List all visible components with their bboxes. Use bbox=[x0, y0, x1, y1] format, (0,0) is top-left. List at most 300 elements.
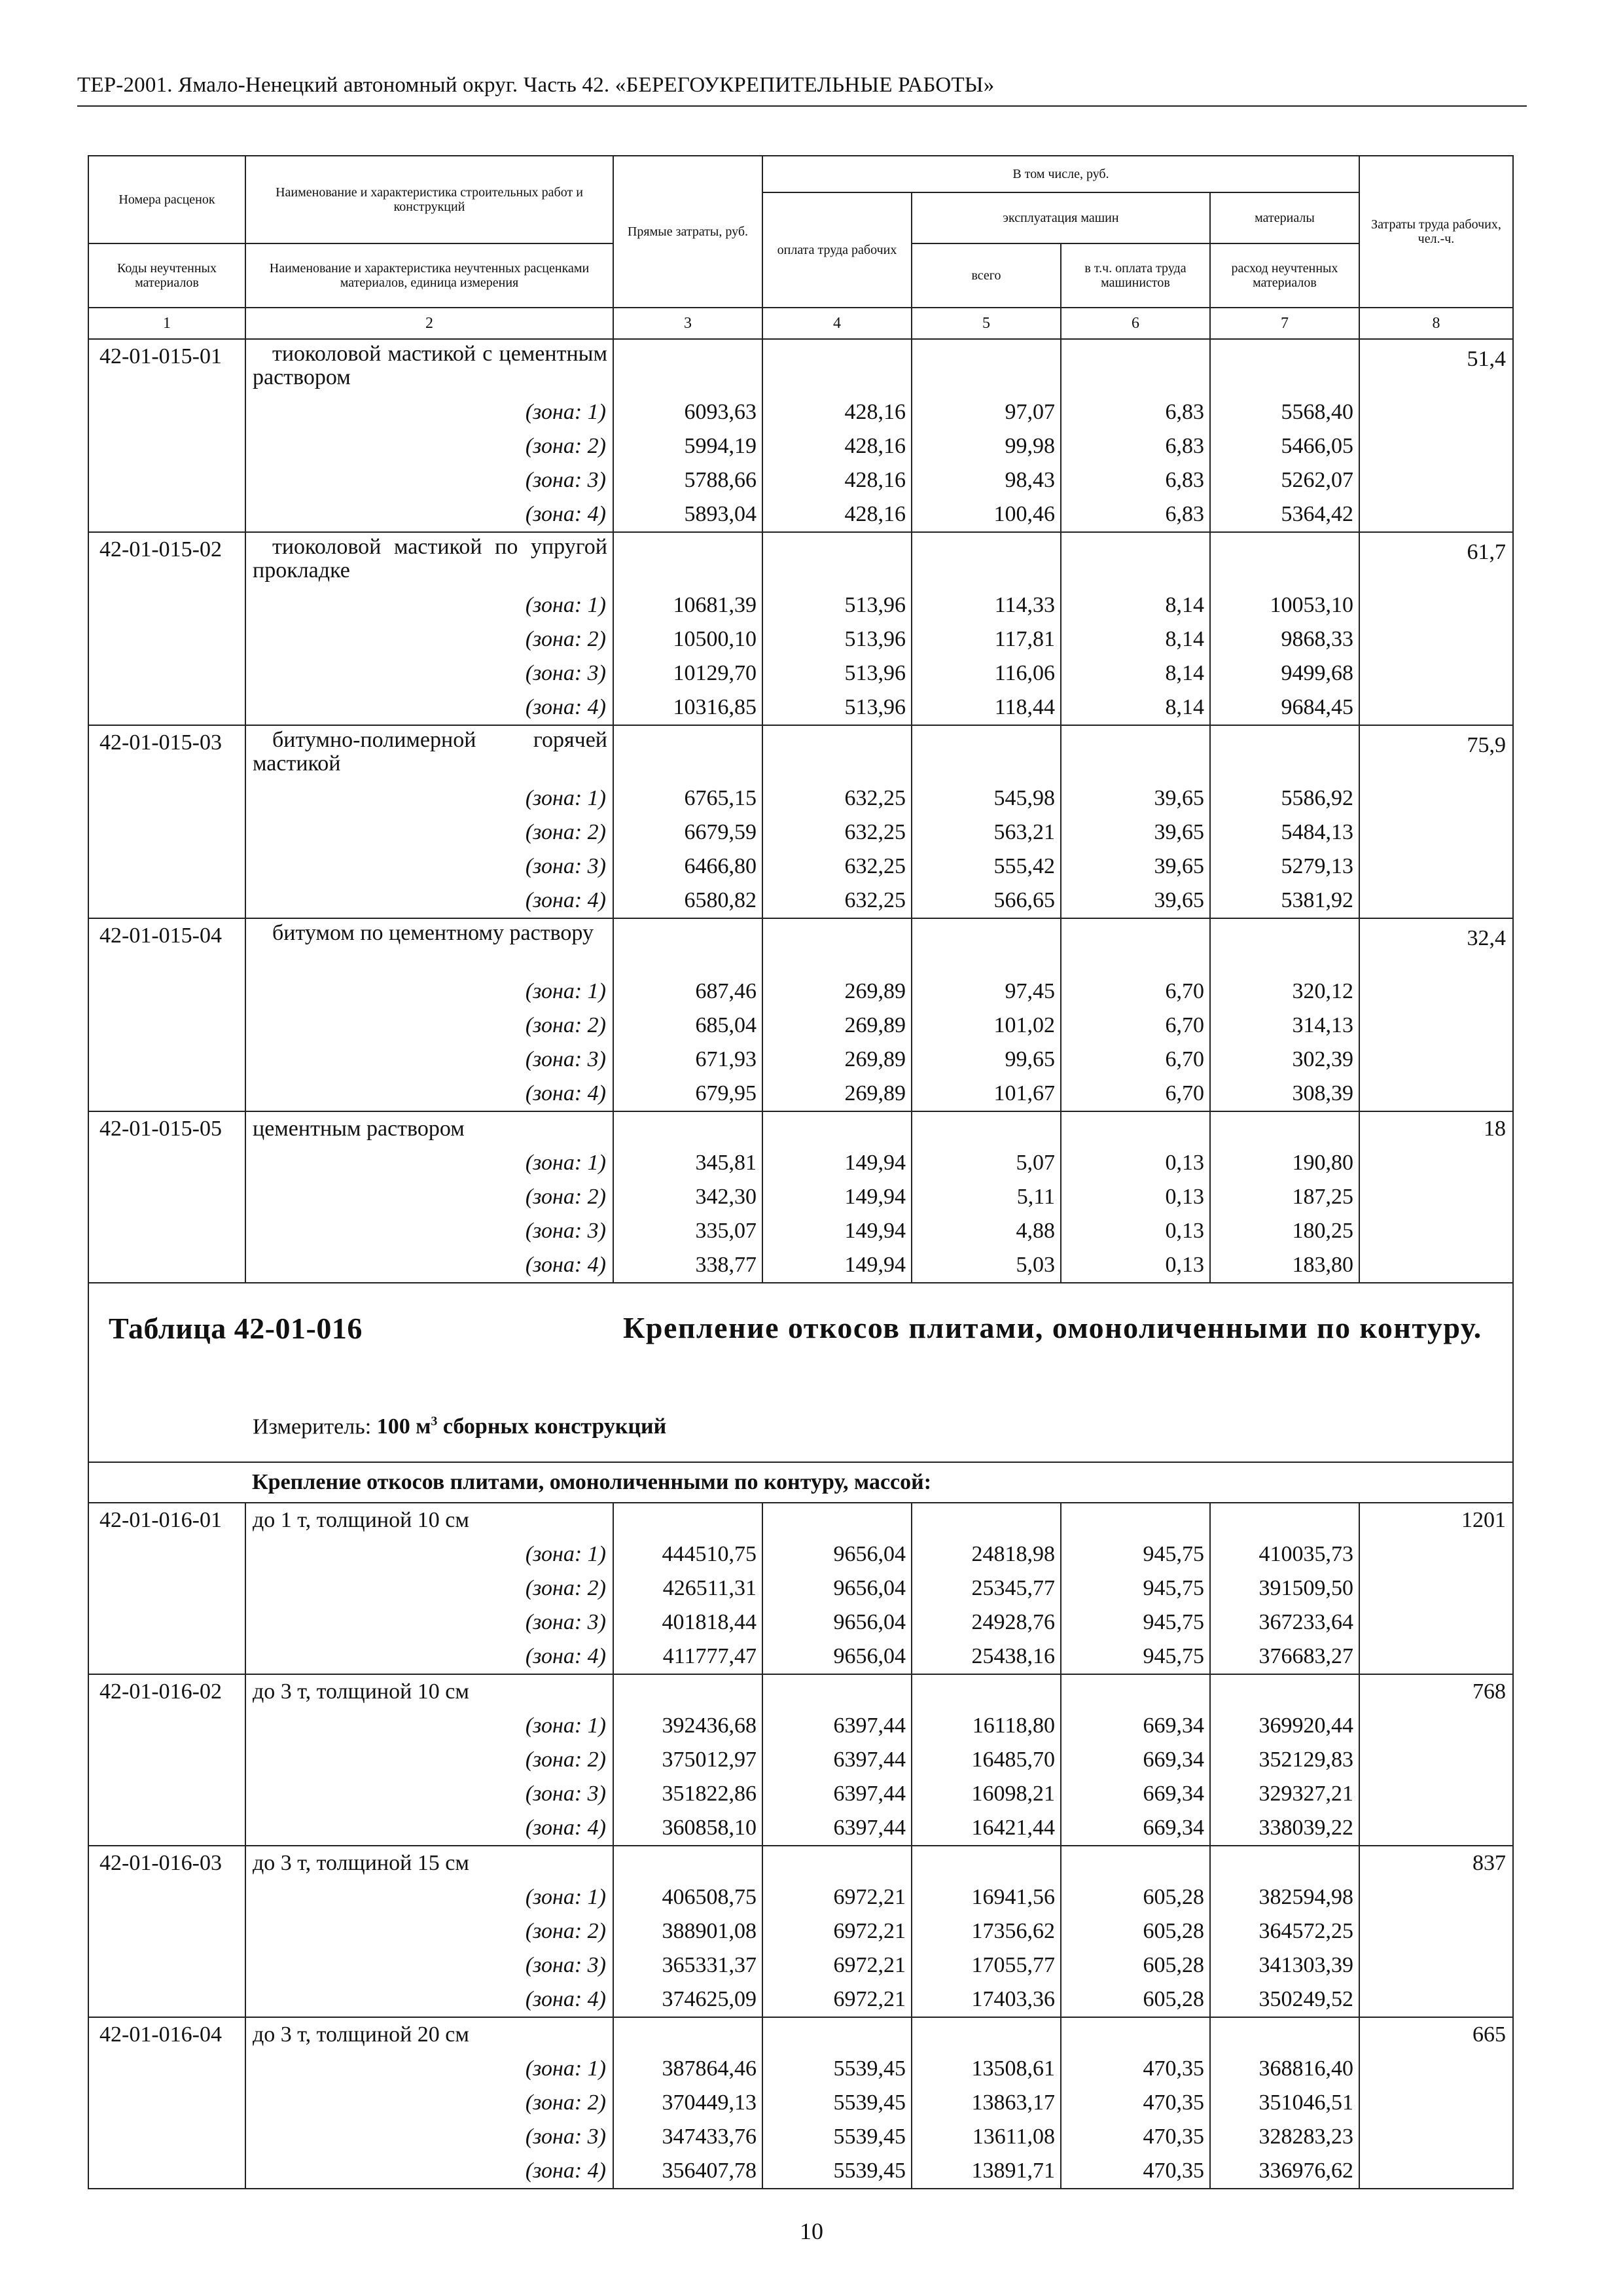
empty-cell bbox=[1359, 1077, 1513, 1111]
material-costs: 5279,13 bbox=[1210, 850, 1359, 884]
empty-cell bbox=[1061, 1503, 1210, 1537]
zone-label: (зона: 4) bbox=[245, 1640, 613, 1674]
empty-cell bbox=[1210, 2017, 1359, 2052]
zone-label: (зона: 4) bbox=[245, 1811, 613, 1846]
direct-costs: 365331,37 bbox=[613, 1948, 762, 1982]
empty-cell bbox=[88, 1214, 245, 1248]
empty-cell bbox=[912, 2017, 1061, 2052]
column-number: 2 bbox=[245, 308, 613, 339]
direct-costs: 687,46 bbox=[613, 975, 762, 1009]
section-subtitle-cell bbox=[245, 1462, 1513, 1503]
running-title: ТЕР-2001. Ямало-Ненецкий автономный округ. Часть 42. «БЕРЕГОУКРЕПИТЕЛЬНЫЕ РАБОТЫ» bbox=[77, 73, 995, 97]
machinist-wages: 6,70 bbox=[1061, 1009, 1210, 1043]
worker-wages: 5539,45 bbox=[762, 2052, 912, 2086]
machinist-wages: 8,14 bbox=[1061, 622, 1210, 656]
empty-cell bbox=[762, 339, 912, 395]
empty-cell bbox=[912, 1111, 1061, 1146]
materials-header: материалы bbox=[1210, 192, 1359, 243]
empty-cell bbox=[88, 1709, 245, 1743]
empty-cell bbox=[1359, 1811, 1513, 1846]
zone-label: (зона: 3) bbox=[245, 1214, 613, 1248]
material-costs: 5568,40 bbox=[1210, 395, 1359, 429]
machinist-wages: 470,35 bbox=[1061, 2120, 1210, 2154]
machinist-wages: 39,65 bbox=[1061, 884, 1210, 918]
worker-wages: 5539,45 bbox=[762, 2120, 912, 2154]
empty-cell bbox=[88, 1605, 245, 1640]
zone-row bbox=[88, 1709, 1513, 1743]
col6-header: в т.ч. оплата труда машинистов bbox=[1061, 243, 1210, 308]
empty-cell bbox=[1359, 691, 1513, 725]
machinist-wages: 6,70 bbox=[1061, 1043, 1210, 1077]
direct-costs: 5788,66 bbox=[613, 463, 762, 497]
empty-cell bbox=[88, 2086, 245, 2120]
column-number: 4 bbox=[762, 308, 912, 339]
machinist-wages: 6,70 bbox=[1061, 975, 1210, 1009]
empty-cell bbox=[1061, 1846, 1210, 1880]
zone-label: (зона: 1) bbox=[245, 1146, 613, 1180]
worker-wages: 6397,44 bbox=[762, 1743, 912, 1777]
worker-wages: 513,96 bbox=[762, 691, 912, 725]
material-costs: 183,80 bbox=[1210, 1248, 1359, 1283]
empty-cell bbox=[912, 725, 1061, 781]
empty-cell bbox=[1359, 1605, 1513, 1640]
empty-cell bbox=[1359, 1640, 1513, 1674]
empty-cell bbox=[88, 1146, 245, 1180]
direct-costs: 401818,44 bbox=[613, 1605, 762, 1640]
machine-costs: 99,98 bbox=[912, 429, 1061, 463]
material-costs: 5484,13 bbox=[1210, 816, 1359, 850]
zone-row bbox=[88, 395, 1513, 429]
zone-label: (зона: 3) bbox=[245, 850, 613, 884]
worker-wages: 513,96 bbox=[762, 656, 912, 691]
empty-cell bbox=[88, 2052, 245, 2086]
rate-code: 42-01-016-02 bbox=[88, 1674, 245, 1709]
direct-costs: 5994,19 bbox=[613, 429, 762, 463]
empty-cell bbox=[1210, 725, 1359, 781]
material-costs: 382594,98 bbox=[1210, 1880, 1359, 1914]
zone-label: (зона: 2) bbox=[245, 816, 613, 850]
machine-costs: 16098,21 bbox=[912, 1777, 1061, 1811]
work-name: тиоколовой мастикой с цементным раствором bbox=[245, 339, 613, 395]
worker-wages: 428,16 bbox=[762, 497, 912, 532]
empty-cell bbox=[1359, 1948, 1513, 1982]
empty-cell bbox=[1359, 622, 1513, 656]
direct-costs: 671,93 bbox=[613, 1043, 762, 1077]
machine-costs: 4,88 bbox=[912, 1214, 1061, 1248]
machine-costs: 114,33 bbox=[912, 588, 1061, 622]
worker-wages: 513,96 bbox=[762, 588, 912, 622]
machinist-wages: 6,83 bbox=[1061, 497, 1210, 532]
empty-cell bbox=[88, 975, 245, 1009]
material-costs: 364572,25 bbox=[1210, 1914, 1359, 1948]
empty-cell bbox=[88, 1009, 245, 1043]
empty-cell bbox=[1359, 1571, 1513, 1605]
machinist-wages: 39,65 bbox=[1061, 850, 1210, 884]
empty-cell bbox=[613, 1846, 762, 1880]
machinist-wages: 6,70 bbox=[1061, 1077, 1210, 1111]
worker-wages: 9656,04 bbox=[762, 1537, 912, 1571]
worker-wages: 5539,45 bbox=[762, 2086, 912, 2120]
machine-costs: 5,07 bbox=[912, 1146, 1061, 1180]
machine-costs: 118,44 bbox=[912, 691, 1061, 725]
empty-cell bbox=[1061, 1674, 1210, 1709]
table-meter bbox=[253, 1414, 666, 1439]
machinist-wages: 605,28 bbox=[1061, 1914, 1210, 1948]
zone-row bbox=[88, 1777, 1513, 1811]
zone-label: (зона: 4) bbox=[245, 691, 613, 725]
empty-cell bbox=[88, 850, 245, 884]
empty-cell bbox=[762, 2017, 912, 2052]
worker-wages: 149,94 bbox=[762, 1214, 912, 1248]
worker-wages: 9656,04 bbox=[762, 1571, 912, 1605]
worker-wages: 5539,45 bbox=[762, 2154, 912, 2189]
empty-cell bbox=[1061, 725, 1210, 781]
material-costs: 351046,51 bbox=[1210, 2086, 1359, 2120]
col2-header-bottom: Наименование и характеристика неучтенных расценками материалов, единица измерения bbox=[245, 243, 613, 308]
material-costs: 352129,83 bbox=[1210, 1743, 1359, 1777]
zone-row bbox=[88, 975, 1513, 1009]
worker-wages: 269,89 bbox=[762, 975, 912, 1009]
machine-costs: 563,21 bbox=[912, 816, 1061, 850]
col1-header-bottom: Коды неучтенных материалов bbox=[88, 243, 245, 308]
machine-costs: 16485,70 bbox=[912, 1743, 1061, 1777]
machinist-wages: 39,65 bbox=[1061, 781, 1210, 816]
empty-cell bbox=[912, 339, 1061, 395]
table-title-row bbox=[88, 1283, 1513, 1462]
worker-wages: 6397,44 bbox=[762, 1709, 912, 1743]
material-costs: 369920,44 bbox=[1210, 1709, 1359, 1743]
zone-label: (зона: 4) bbox=[245, 1248, 613, 1283]
machines-header: эксплуатация машин bbox=[912, 192, 1210, 243]
zone-row bbox=[88, 1605, 1513, 1640]
labor-cost: 18 bbox=[1359, 1111, 1513, 1146]
empty-cell bbox=[1359, 1537, 1513, 1571]
table-number: Таблица 42-01-016 bbox=[109, 1312, 363, 1345]
worker-wages: 428,16 bbox=[762, 395, 912, 429]
material-costs: 5262,07 bbox=[1210, 463, 1359, 497]
machine-costs: 97,45 bbox=[912, 975, 1061, 1009]
machinist-wages: 8,14 bbox=[1061, 656, 1210, 691]
machine-costs: 101,67 bbox=[912, 1077, 1061, 1111]
empty-cell bbox=[1359, 1743, 1513, 1777]
direct-costs: 5893,04 bbox=[613, 497, 762, 532]
worker-wages: 269,89 bbox=[762, 1043, 912, 1077]
empty-cell bbox=[88, 2120, 245, 2154]
labor-cost: 61,7 bbox=[1359, 532, 1513, 588]
machine-costs: 5,03 bbox=[912, 1248, 1061, 1283]
machine-costs: 17055,77 bbox=[912, 1948, 1061, 1982]
empty-cell bbox=[762, 918, 912, 975]
empty-cell bbox=[88, 1982, 245, 2017]
zone-label: (зона: 3) bbox=[245, 1605, 613, 1640]
empty-cell bbox=[1061, 339, 1210, 395]
material-costs: 328283,23 bbox=[1210, 2120, 1359, 2154]
zone-label: (зона: 2) bbox=[245, 1571, 613, 1605]
empty-cell bbox=[88, 1914, 245, 1948]
direct-costs: 685,04 bbox=[613, 1009, 762, 1043]
column-number: 8 bbox=[1359, 308, 1513, 339]
direct-costs: 387864,46 bbox=[613, 2052, 762, 2086]
machinist-wages: 945,75 bbox=[1061, 1537, 1210, 1571]
material-costs: 190,80 bbox=[1210, 1146, 1359, 1180]
machinist-wages: 8,14 bbox=[1061, 691, 1210, 725]
material-costs: 329327,21 bbox=[1210, 1777, 1359, 1811]
zone-row bbox=[88, 781, 1513, 816]
empty-cell bbox=[88, 1180, 245, 1214]
table-row bbox=[88, 532, 1513, 588]
machinist-wages: 669,34 bbox=[1061, 1777, 1210, 1811]
material-costs: 9868,33 bbox=[1210, 622, 1359, 656]
table-row bbox=[88, 1111, 1513, 1146]
labor-cost: 768 bbox=[1359, 1674, 1513, 1709]
material-costs: 9684,45 bbox=[1210, 691, 1359, 725]
zone-row bbox=[88, 2154, 1513, 2189]
col7-header: расход неучтенных материалов bbox=[1210, 243, 1359, 308]
table-row bbox=[88, 918, 1513, 975]
empty-cell bbox=[1359, 1180, 1513, 1214]
empty-cell bbox=[88, 395, 245, 429]
zone-row bbox=[88, 1880, 1513, 1914]
zone-label: (зона: 2) bbox=[245, 1743, 613, 1777]
zone-label: (зона: 2) bbox=[245, 622, 613, 656]
zone-label: (зона: 2) bbox=[245, 1009, 613, 1043]
worker-wages: 269,89 bbox=[762, 1077, 912, 1111]
empty-cell bbox=[1359, 781, 1513, 816]
empty-cell bbox=[88, 816, 245, 850]
zone-row bbox=[88, 588, 1513, 622]
work-name: до 3 т, толщиной 15 см bbox=[245, 1846, 613, 1880]
zone-row bbox=[88, 463, 1513, 497]
work-name: битумно-полимерной горячей мастикой bbox=[245, 725, 613, 781]
direct-costs: 10316,85 bbox=[613, 691, 762, 725]
empty-cell bbox=[1359, 656, 1513, 691]
empty-cell bbox=[88, 429, 245, 463]
table-title-block bbox=[89, 1283, 1512, 1462]
empty-cell bbox=[912, 532, 1061, 588]
empty-cell bbox=[1359, 1248, 1513, 1283]
zone-row bbox=[88, 1248, 1513, 1283]
zone-row bbox=[88, 1571, 1513, 1605]
empty-cell bbox=[1061, 1111, 1210, 1146]
col5-header: всего bbox=[912, 243, 1061, 308]
machine-costs: 17356,62 bbox=[912, 1914, 1061, 1948]
direct-costs: 370449,13 bbox=[613, 2086, 762, 2120]
machinist-wages: 8,14 bbox=[1061, 588, 1210, 622]
zone-label: (зона: 3) bbox=[245, 463, 613, 497]
direct-costs: 360858,10 bbox=[613, 1811, 762, 1846]
zone-row bbox=[88, 497, 1513, 532]
empty-cell bbox=[1359, 395, 1513, 429]
meter-label: Измеритель: bbox=[253, 1414, 372, 1439]
worker-wages: 9656,04 bbox=[762, 1605, 912, 1640]
worker-wages: 149,94 bbox=[762, 1248, 912, 1283]
rate-code: 42-01-015-05 bbox=[88, 1111, 245, 1146]
empty-cell bbox=[1061, 2017, 1210, 2052]
empty-cell bbox=[88, 1811, 245, 1846]
zone-row bbox=[88, 1640, 1513, 1674]
direct-costs: 6093,63 bbox=[613, 395, 762, 429]
machinist-wages: 945,75 bbox=[1061, 1640, 1210, 1674]
empty-cell bbox=[88, 588, 245, 622]
zone-label: (зона: 3) bbox=[245, 1948, 613, 1982]
zone-label: (зона: 1) bbox=[245, 975, 613, 1009]
machine-costs: 16118,80 bbox=[912, 1709, 1061, 1743]
empty-cell bbox=[1359, 463, 1513, 497]
labor-cost: 32,4 bbox=[1359, 918, 1513, 975]
table-row bbox=[88, 339, 1513, 395]
material-costs: 314,13 bbox=[1210, 1009, 1359, 1043]
header-row-1 bbox=[88, 156, 1513, 192]
zone-label: (зона: 2) bbox=[245, 429, 613, 463]
empty-cell bbox=[1359, 850, 1513, 884]
machine-costs: 5,11 bbox=[912, 1180, 1061, 1214]
zone-row bbox=[88, 1982, 1513, 2017]
empty-cell bbox=[1210, 1674, 1359, 1709]
rate-code: 42-01-015-04 bbox=[88, 918, 245, 975]
price-table bbox=[88, 155, 1514, 2189]
machine-costs: 25438,16 bbox=[912, 1640, 1061, 1674]
zone-row bbox=[88, 1537, 1513, 1571]
material-costs: 5381,92 bbox=[1210, 884, 1359, 918]
empty-cell bbox=[1359, 1880, 1513, 1914]
meter-value: 100 $м^3$ сборных конструкций bbox=[376, 1414, 667, 1439]
table-title-cell bbox=[88, 1283, 1513, 1462]
table-row bbox=[88, 1846, 1513, 1880]
zone-row bbox=[88, 1009, 1513, 1043]
machine-costs: 98,43 bbox=[912, 463, 1061, 497]
empty-cell bbox=[88, 497, 245, 532]
material-costs: 368816,40 bbox=[1210, 2052, 1359, 2086]
machine-costs: 16421,44 bbox=[912, 1811, 1061, 1846]
empty-cell bbox=[1359, 816, 1513, 850]
machine-costs: 99,65 bbox=[912, 1043, 1061, 1077]
empty-cell bbox=[613, 2017, 762, 2052]
material-costs: 410035,73 bbox=[1210, 1537, 1359, 1571]
empty-cell bbox=[88, 1640, 245, 1674]
empty-cell bbox=[1210, 1111, 1359, 1146]
labor-cost: 51,4 bbox=[1359, 339, 1513, 395]
empty-cell bbox=[88, 1571, 245, 1605]
empty-cell bbox=[88, 1462, 245, 1503]
zone-row bbox=[88, 1077, 1513, 1111]
zone-row bbox=[88, 816, 1513, 850]
machine-costs: 17403,36 bbox=[912, 1982, 1061, 2017]
empty-cell bbox=[912, 918, 1061, 975]
direct-costs: 10500,10 bbox=[613, 622, 762, 656]
material-costs: 367233,64 bbox=[1210, 1605, 1359, 1640]
machine-costs: 24818,98 bbox=[912, 1537, 1061, 1571]
material-costs: 5364,42 bbox=[1210, 497, 1359, 532]
table-row bbox=[88, 1503, 1513, 1537]
empty-cell bbox=[613, 1111, 762, 1146]
direct-costs: 375012,97 bbox=[613, 1743, 762, 1777]
zone-label: (зона: 4) bbox=[245, 2154, 613, 2189]
empty-cell bbox=[1359, 2120, 1513, 2154]
empty-cell bbox=[1210, 339, 1359, 395]
empty-cell bbox=[88, 1948, 245, 1982]
direct-costs: 6580,82 bbox=[613, 884, 762, 918]
zone-label: (зона: 4) bbox=[245, 497, 613, 532]
empty-cell bbox=[1359, 884, 1513, 918]
direct-costs: 6765,15 bbox=[613, 781, 762, 816]
direct-costs: 338,77 bbox=[613, 1248, 762, 1283]
material-costs: 341303,39 bbox=[1210, 1948, 1359, 1982]
zone-label: (зона: 1) bbox=[245, 1880, 613, 1914]
empty-cell bbox=[613, 918, 762, 975]
zone-row bbox=[88, 1180, 1513, 1214]
zone-row bbox=[88, 1043, 1513, 1077]
rate-code: 42-01-015-01 bbox=[88, 339, 245, 395]
header-rule bbox=[77, 105, 1527, 107]
worker-wages: 513,96 bbox=[762, 622, 912, 656]
empty-cell bbox=[88, 1077, 245, 1111]
material-costs: 187,25 bbox=[1210, 1180, 1359, 1214]
machine-costs: 555,42 bbox=[912, 850, 1061, 884]
zone-label: (зона: 4) bbox=[245, 884, 613, 918]
material-costs: 376683,27 bbox=[1210, 1640, 1359, 1674]
empty-cell bbox=[1210, 1846, 1359, 1880]
zone-label: (зона: 1) bbox=[245, 395, 613, 429]
column-numbers-row bbox=[88, 308, 1513, 339]
machinist-wages: 39,65 bbox=[1061, 816, 1210, 850]
direct-costs: 388901,08 bbox=[613, 1914, 762, 1948]
zone-label: (зона: 3) bbox=[245, 2120, 613, 2154]
section-subtitle: Крепление откосов плитами, омоноличенными по контуру, массой: bbox=[252, 1470, 932, 1494]
direct-costs: 406508,75 bbox=[613, 1880, 762, 1914]
material-costs: 336976,62 bbox=[1210, 2154, 1359, 2189]
table-row bbox=[88, 1674, 1513, 1709]
empty-cell bbox=[1359, 429, 1513, 463]
zone-label: (зона: 1) bbox=[245, 588, 613, 622]
machinist-wages: 605,28 bbox=[1061, 1880, 1210, 1914]
labor-cost: 75,9 bbox=[1359, 725, 1513, 781]
empty-cell bbox=[1359, 1009, 1513, 1043]
empty-cell bbox=[1359, 1146, 1513, 1180]
direct-costs: 10129,70 bbox=[613, 656, 762, 691]
zone-label: (зона: 1) bbox=[245, 781, 613, 816]
empty-cell bbox=[88, 1777, 245, 1811]
empty-cell bbox=[88, 463, 245, 497]
worker-wages: 149,94 bbox=[762, 1180, 912, 1214]
empty-cell bbox=[1210, 918, 1359, 975]
empty-cell bbox=[1359, 1214, 1513, 1248]
worker-wages: 428,16 bbox=[762, 463, 912, 497]
zone-row bbox=[88, 1914, 1513, 1948]
zone-row bbox=[88, 2120, 1513, 2154]
material-costs: 10053,10 bbox=[1210, 588, 1359, 622]
machinist-wages: 470,35 bbox=[1061, 2052, 1210, 2086]
direct-costs: 345,81 bbox=[613, 1146, 762, 1180]
empty-cell bbox=[1061, 918, 1210, 975]
empty-cell bbox=[88, 1043, 245, 1077]
material-costs: 180,25 bbox=[1210, 1214, 1359, 1248]
section-subtitle-row bbox=[88, 1462, 1513, 1503]
worker-wages: 9656,04 bbox=[762, 1640, 912, 1674]
material-costs: 391509,50 bbox=[1210, 1571, 1359, 1605]
machine-costs: 13508,61 bbox=[912, 2052, 1061, 2086]
machine-costs: 16941,56 bbox=[912, 1880, 1061, 1914]
empty-cell bbox=[762, 1111, 912, 1146]
zone-label: (зона: 2) bbox=[245, 1180, 613, 1214]
material-costs: 338039,22 bbox=[1210, 1811, 1359, 1846]
direct-costs: 347433,76 bbox=[613, 2120, 762, 2154]
direct-costs: 6466,80 bbox=[613, 850, 762, 884]
machinist-wages: 945,75 bbox=[1061, 1571, 1210, 1605]
machinist-wages: 669,34 bbox=[1061, 1743, 1210, 1777]
machine-costs: 13891,71 bbox=[912, 2154, 1061, 2189]
material-costs: 302,39 bbox=[1210, 1043, 1359, 1077]
worker-wages: 6397,44 bbox=[762, 1811, 912, 1846]
